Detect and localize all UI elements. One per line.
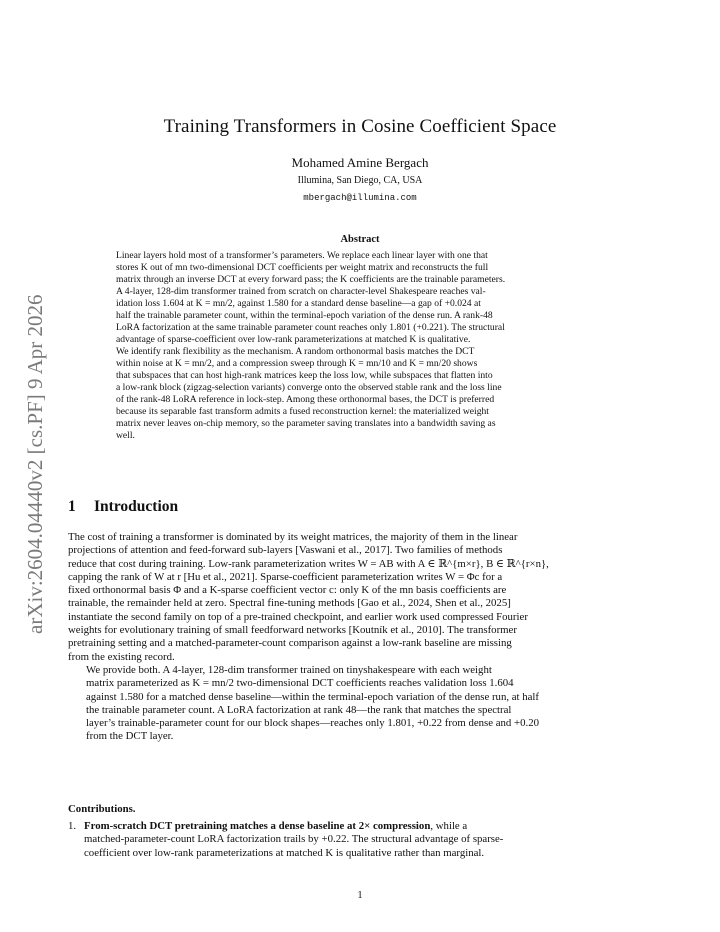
paper-title: Training Transformers in Cosine Coefficient Space (163, 116, 557, 137)
section-heading-introduction (68, 498, 652, 516)
list-item-text: From-scratch DCT pretraining matches a dense baseline at 2× compression, while a matched-parameter-count LoRA factorization trails by +0.22. The structural advantage of sparse- coefficient over low-rank parameterizations at matched K is qualitative rather than marginal. (84, 820, 504, 859)
contributions-list (68, 820, 652, 860)
introduction-body (68, 531, 652, 744)
abstract-paragraph-1: Linear layers hold most of a transformer’s parameters. We replace each linear layer with one that stores K out of mn two-dimensional DCT coefficients per weight matrix and reconstructs the full matrix through an inverse DCT at every forward pass; the K coefficients are the trainable parameters. (116, 250, 506, 285)
page-number: 1 (357, 890, 363, 901)
abstract-paragraph-2: A 4-layer, 128-dim transformer trained from scratch on character-level Shakespeare reaches val- idation loss 1.604 at K = mn/2, against 1.580 for a standard dense baseline—a gap of +0.024 at half the trainable parameter count, within the terminal-epoch variation of the dense run. A rank-48 LoRA factorization at the same trainable parameter count reaches only 1.801 (+0.221). The structural advantage of sparse-coefficient over low-rank parameterizations at matched K is qualitative. (116, 286, 505, 345)
list-item-number: 1. (68, 820, 77, 832)
arxiv-identifier: arXiv:2604.04440v2 [cs.PF] 9 Apr 2026 (23, 294, 47, 634)
section-title: Introduction (94, 498, 179, 515)
contribution-bold-claim: From-scratch DCT pretraining matches a dense baseline at 2× compression (84, 820, 431, 832)
abstract-paragraph-3: We identify rank flexibility as the mechanism. A random orthonormal basis matches the DCT within noise at K = mn/2, and a compression sweep through K = mn/10 and K = mn/20 shows that subspaces that can host high-rank matrices keep the loss low, while subspaces that flatten into a low-rank block (zigzag-selection variants) converge onto the observed stable rank and the loss line of the rank-48 LoRA reference in lock-step. Among these orthonormal bases, the DCT is preferred because its separable fast transform admits a fused reconstruction kernel: the materialized weight matrix never leaves on-chip memory, so the parameter saving translates into a bandwidth saving as well. (116, 346, 502, 441)
intro-paragraph-1: The cost of training a transformer is dominated by its weight matrices, the majority of them in the linear projections of attention and feed-forward sub-layers [Vaswani et al., 2017]. Two families of methods reduce that cost during training. Low-rank parameterization writes W = AB with A ∈ ℝ^{m×r}, B ∈ ℝ^{r×n}, capping the rank of W at r [Hu et al., 2021]. Sparse-coefficient parameterization writes W = Φc for a fixed orthonormal basis Φ and a K-sparse coefficient vector c: only K of the mn basis coefficients are trainable, the remainder held at zero. Spectral fine-tuning methods [Gao et al., 2024, Shen et al., 2025] instantiate the second family on top of a pre-trained checkpoint, and earlier work used compressed Fourier weights for evolutionary training of small feedforward networks [Koutník et al., 2010]. The transformer pretraining setting and a matched-parameter-count comparison against a low-rank baseline are missing from the existing record. (68, 531, 549, 663)
author-name: Mohamed Amine Bergach (291, 155, 429, 170)
author-email[interactable]: mbergach@illumina.com (303, 193, 417, 203)
author-affiliation: Illumina, San Diego, CA, USA (297, 175, 423, 186)
arxiv-sidebar-stamp (2, 160, 62, 640)
section-number: 1 (68, 498, 76, 515)
abstract-body (100, 250, 620, 442)
list-item (68, 820, 652, 860)
abstract-heading: Abstract (340, 234, 380, 245)
intro-paragraph-2: We provide both. A 4-layer, 128-dim transformer trained on tinyshakespeare with each weight matrix parameterized as K = mn/2 two-dimensional DCT coefficients reaches validation loss 1.604 against 1.580 for a matched dense baseline—within the terminal-epoch variation of the dense run, at half the trainable parameter count. A LoRA factorization at rank 48—the rank that matches the spectral layer’s trainable-parameter count for our block shapes—reaches only 1.801, +0.22 from dense and +0.20 from the DCT layer. (86, 663, 540, 743)
contributions-heading: Contributions. (68, 803, 136, 815)
